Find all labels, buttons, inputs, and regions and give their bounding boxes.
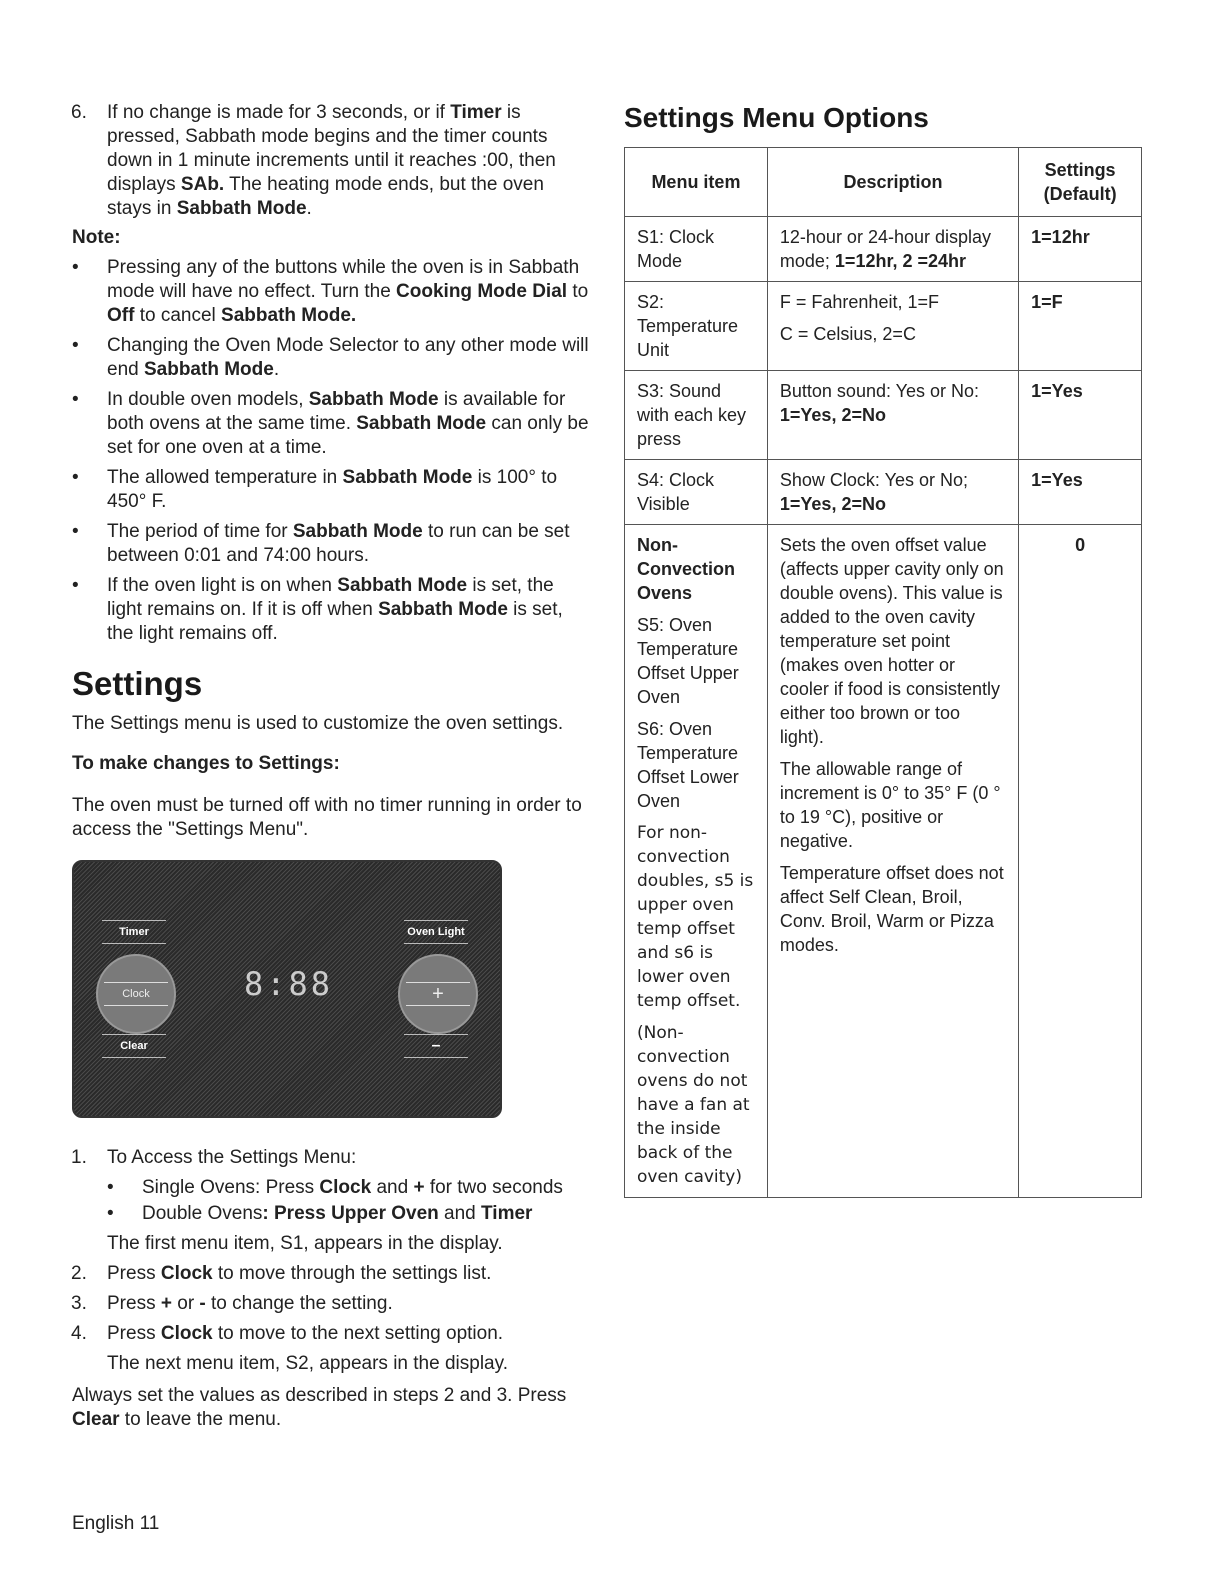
plus-button-circle (398, 954, 478, 1034)
bullet-glyph: • (72, 467, 79, 488)
step-number: 2. (71, 1263, 87, 1284)
note-bullet: • If the oven light is on when Sabbath Mode is set, the light remains on. If it is off when Sabbath Mode is set, the light remains off. (72, 575, 563, 644)
note-bullet: • The allowed temperature in Sabbath Mode is 100° to 450° F. (72, 467, 558, 512)
settings-heading: Settings (72, 665, 203, 702)
page-footer: English 11 (72, 1513, 160, 1534)
step-6: 6. If no change is made for 3 seconds, or if Timer is pressed, Sabbath mode begins and the timer counts down in 1 minute increments until it reaches :00, then displays SAb. The heating mode ends, but the oven stays in Sabbath Mode. (71, 102, 556, 219)
cell-setting: 1=12hr (1019, 217, 1142, 282)
note-bullet: • The period of time for Sabbath Mode to run can be set between 0:01 and 74:00 hours. (72, 521, 570, 566)
clock-button-label: Clock (104, 982, 168, 1006)
bullet-glyph: • (72, 575, 79, 596)
bullet-glyph: • (72, 521, 79, 542)
note-bullet: • In double oven models, Sabbath Mode is available for both ovens at the same time. Sabbath Mode can only be set for one oven at a time. (72, 389, 589, 458)
cell-setting: 0 (1019, 525, 1142, 1198)
note-bullet: • Changing the Oven Mode Selector to any other mode will end Sabbath Mode. (72, 335, 589, 380)
step-2: 2. Press Clock to move through the settings list. (71, 1263, 492, 1284)
right-column (624, 101, 1142, 1198)
timer-button: Timer (102, 920, 166, 944)
cell-setting: 1=F (1019, 282, 1142, 371)
bullet-glyph: • (107, 1203, 114, 1224)
cell-item: S1: Clock Mode (625, 217, 768, 282)
clear-button: Clear (102, 1034, 166, 1058)
settings-table (624, 147, 1142, 1198)
oven-light-button: Oven Light (404, 920, 468, 944)
cell-item: S2: Temperature Unit (625, 282, 768, 371)
control-panel-image (72, 860, 502, 1118)
closing-paragraph: Always set the values as described in steps 2 and 3. Press Clear to leave the menu. (72, 1385, 567, 1430)
bullet-glyph: • (72, 257, 79, 278)
clock-display: 8:88 (244, 965, 334, 1003)
table-row (625, 525, 1142, 1198)
bullet-glyph: • (107, 1177, 114, 1198)
table-row (625, 282, 1142, 371)
cell-description: 12-hour or 24-hour display mode; 1=12hr, 2 =24hr (767, 217, 1018, 282)
cell-description: F = Fahrenheit, 1=F C = Celsius, 2=C (767, 282, 1018, 371)
plus-button-label: + (406, 982, 470, 1006)
cell-item: S3: Sound with each key press (625, 371, 768, 460)
step-3: 3. Press + or - to change the setting. (71, 1293, 393, 1314)
cell-description: Sets the oven offset value (affects upper cavity only on double ovens). This value is added to the oven cavity temperature set point (makes oven hotter or cooler if food is consistently either too brown or too light). The allowable range of increment is 0° to 35° F (0 ° to 19 °C), positive or negative. Temperature offset does not affect Self Clean, Broil, Conv. Broil, Warm or Pizza modes. (767, 525, 1018, 1198)
cell-description: Show Clock: Yes or No; 1=Yes, 2=No (767, 460, 1018, 525)
step-1: 1. To Access the Settings Menu: • Single Ovens: Press Clock and + for two seconds • Double Ovens: Press Upper Oven and Timer The first menu item, S1, appears in the display. (72, 1146, 592, 1256)
changes-body: The oven must be turned off with no timer running in order to access the "Settings Menu". (72, 795, 582, 840)
sub-bullet-double: • Double Ovens: Press Upper Oven and Timer (107, 1203, 533, 1224)
settings-steps (72, 1146, 592, 1432)
step-number: 6. (71, 102, 87, 123)
changes-subheading: To make changes to Settings: (72, 753, 340, 774)
bullet-glyph: • (72, 389, 79, 410)
cell-item: S4: Clock Visible (625, 460, 768, 525)
table-title: Settings Menu Options (624, 102, 929, 133)
cell-setting: 1=Yes (1019, 460, 1142, 525)
cell-item: Non-Convection Ovens S5: Oven Temperature Offset Upper Oven S6: Oven Temperature Offset Lower Oven For non-convection doubles, s5 is upper oven temp offset and s6 is lower oven temp offset. (Non-convection ovens do not have a fan at the inside back of the oven cavity) (625, 525, 768, 1198)
note-label: Note: (72, 227, 121, 248)
bullet-glyph: • (72, 335, 79, 356)
minus-button: – (404, 1034, 468, 1058)
sub-bullet-single: • Single Ovens: Press Clock and + for two seconds (107, 1177, 563, 1198)
left-column (72, 101, 592, 1448)
settings-intro: The Settings menu is used to customize the oven settings. (72, 713, 564, 734)
clock-button-circle (96, 954, 176, 1034)
step-number: 3. (71, 1293, 87, 1314)
cell-description: Button sound: Yes or No: 1=Yes, 2=No (767, 371, 1018, 460)
step-4: 4. Press Clock to move to the next setting option. The next menu item, S2, appears in the display. (71, 1323, 508, 1374)
note-bullet: • Pressing any of the buttons while the oven is in Sabbath mode will have no effect. Turn the Cooking Mode Dial to Off to cancel Sabbath Mode. (72, 257, 589, 326)
table-row (625, 460, 1142, 525)
header-settings-default: Settings (Default) (1019, 148, 1142, 217)
table-row (625, 217, 1142, 282)
step-number: 1. (71, 1147, 87, 1168)
step-number: 4. (71, 1323, 87, 1344)
table-row (625, 371, 1142, 460)
table-header-row (625, 148, 1142, 217)
header-description: Description (767, 148, 1018, 217)
header-menu-item: Menu item (625, 148, 768, 217)
cell-setting: 1=Yes (1019, 371, 1142, 460)
